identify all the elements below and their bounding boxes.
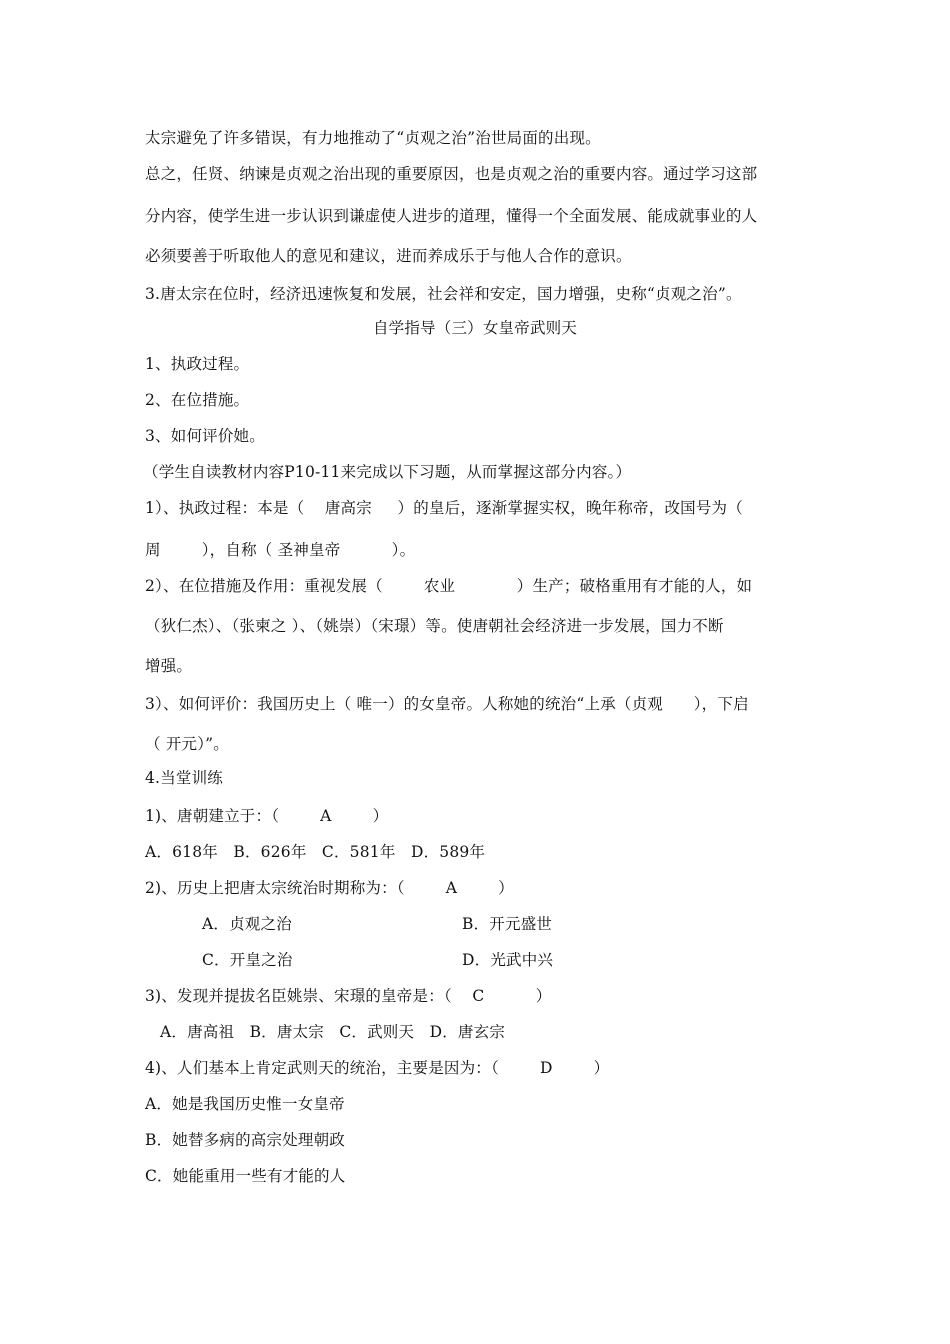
question-1-options: A．618年 B．626年 C．581年 D．589年 — [145, 843, 486, 861]
question-4-option-b: B．她替多病的高宗处理朝政 — [145, 1131, 345, 1149]
option-b: B．开元盛世 — [462, 915, 553, 933]
text-line: 太宗避免了许多错误，有力地推动了“贞观之治”治世局面的出现。 — [145, 129, 601, 147]
text-line: 3.唐太宗在位时，经济迅速恢复和发展，社会祥和安定，国力增强，史称“贞观之治”。 — [145, 285, 742, 303]
text-line: 1）、执政过程：本是（ 唐高宗 ）的皇后，逐渐掌握实权，晚年称帝，改国号为（ — [145, 499, 743, 517]
text-line: 3）、如何评价：我国历史上（ 唯一）的女皇帝。人称她的统治“上承（贞观 ），下启 — [145, 695, 749, 713]
option-a: A．贞观之治 — [202, 915, 292, 933]
question-4-option-a: A．她是我国历史惟一女皇帝 — [145, 1095, 345, 1113]
text-line: 分内容，使学生进一步认识到谦虚使人进步的道理，懂得一个全面发展、能成就事业的人 — [145, 207, 758, 225]
question-3: 3)、发现并提拔名臣姚崇、宋璟的皇帝是：（ C ） — [145, 987, 552, 1005]
question-1: 1)、唐朝建立于：（ A ） — [145, 807, 389, 825]
option-c: C．开皇之治 — [202, 951, 293, 969]
question-2: 2)、历史上把唐太宗统治时期称为：（ A ） — [145, 879, 514, 897]
section-heading: 自学指导（三）女皇帝武则天 — [372, 319, 578, 337]
text-line: 周 ），自称（ 圣神皇帝 ）。 — [145, 541, 416, 559]
text-line: 3、如何评价她。 — [145, 427, 265, 445]
option-d: D．光武中兴 — [462, 951, 554, 969]
question-4-option-c: C．她能重用一些有才能的人 — [145, 1167, 346, 1185]
text-line: 总之，任贤、纳谏是贞观之治出现的重要原因，也是贞观之治的重要内容。通过学习这部 — [145, 165, 758, 183]
text-line: （学生自读教材内容P10-11来完成以下习题，从而掌握这部分内容。） — [143, 463, 632, 481]
question-4: 4)、人们基本上肯定武则天的统治，主要是因为：（ D ） — [145, 1059, 610, 1077]
text-line: 4.当堂训练 — [145, 769, 223, 787]
text-line: 2）、在位措施及作用：重视发展（ 农业 ）生产；破格重用有才能的人，如 — [145, 577, 753, 595]
text-line: 1、执政过程。 — [145, 355, 250, 373]
question-3-options: A．唐高祖 B．唐太宗 C．武则天 D．唐玄宗 — [160, 1023, 506, 1041]
text-line: 必须要善于听取他人的意见和建议，进而养成乐于与他人合作的意识。 — [145, 247, 632, 265]
text-line: （狄仁杰）、（张柬之 ）、（姚崇）（宋璟）等。使唐朝社会经济进一步发展，国力不断 — [145, 617, 724, 635]
text-line: 2、在位措施。 — [145, 391, 250, 409]
text-line: （ 开元）”。 — [145, 735, 230, 753]
text-line: 增强。 — [145, 657, 193, 675]
